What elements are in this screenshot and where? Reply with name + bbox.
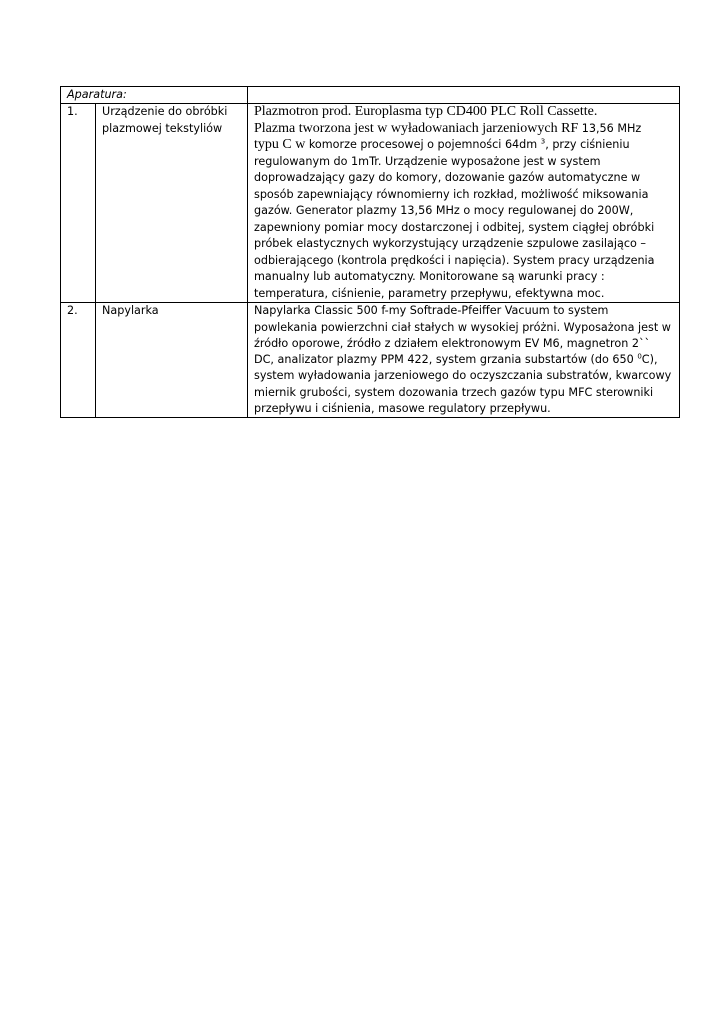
description-rest: , przy ciśnieniu regulowanym do 1mTr. Urządzenie wyposażone jest w system doprowadzający gazy do komory, dozowanie gazów automatyczne w sposób zapewniający równomierny ich rozkład, możliwość miksowania gazów. Generator plazmy 13,56 MHz o mocy regulowanej do 200W, zapewniony pomiar mocy dostarczonej i odbitej, system ciągłej obróbki próbek elastycznych wykorzystujący urządzenie szpulowe zasilająco –odbierającego (kontrola prędkości i napięcia). System pracy urządzenia manualny lub automatyczny. Monitorowane są warunki pracy : temperatura, ciśnienie, parametry przepływu, efektywna moc. — [254, 138, 655, 300]
table-header-row — [61, 87, 680, 104]
description-plasma-text: Plazma tworzona jest w wyładowaniach jarzeniowych RF — [254, 120, 579, 136]
device-name: Napylarka — [96, 303, 248, 418]
description-plasma-line — [254, 121, 673, 303]
description-chamber-exponent: 3 — [540, 137, 546, 146]
device-description — [248, 104, 680, 303]
section-header: Aparatura: — [61, 87, 248, 104]
description-part-2: C), system wyładowania jarzeniowego do oczyszczania substratów, kwarcowy miernik grubości, system dozowania trzech gazów typu MFC sterowniki przepływu i ciśnienia, masowe regulatory przepływu. — [254, 353, 672, 416]
description-type-text: typu C w — [254, 137, 306, 153]
description-chamber — [254, 138, 655, 300]
device-name: Urządzenie do obróbki plazmowej tekstyliów — [96, 104, 248, 303]
row-number: 1. — [61, 104, 96, 303]
table-row — [61, 104, 680, 303]
table-row — [61, 303, 680, 418]
row-number: 2. — [61, 303, 96, 418]
description-part-1: Napylarka Classic 500 f-my Softrade-Pfeiffer Vacuum to system powlekania powierzchni ciał stałych w wysokiej próżni. Wyposażona jest w źródło oporowe, źródło z działem elektronowym EV M6, magnetron 2`` DC, analizator plazmy PPM 422, system grzania substartów (do 650 — [254, 304, 671, 367]
description-title-line: Plazmotron prod. Europlasma typ CD400 PLC Roll Cassette. — [254, 104, 598, 120]
header-empty-cell — [248, 87, 680, 104]
degree-superscript: 0 — [637, 352, 642, 361]
description-chamber-text: komorze procesowej o pojemności 64dm — [308, 138, 538, 152]
description-frequency: 13,56 MHz — [581, 121, 642, 135]
apparatus-table — [60, 86, 680, 418]
device-description — [248, 303, 680, 418]
